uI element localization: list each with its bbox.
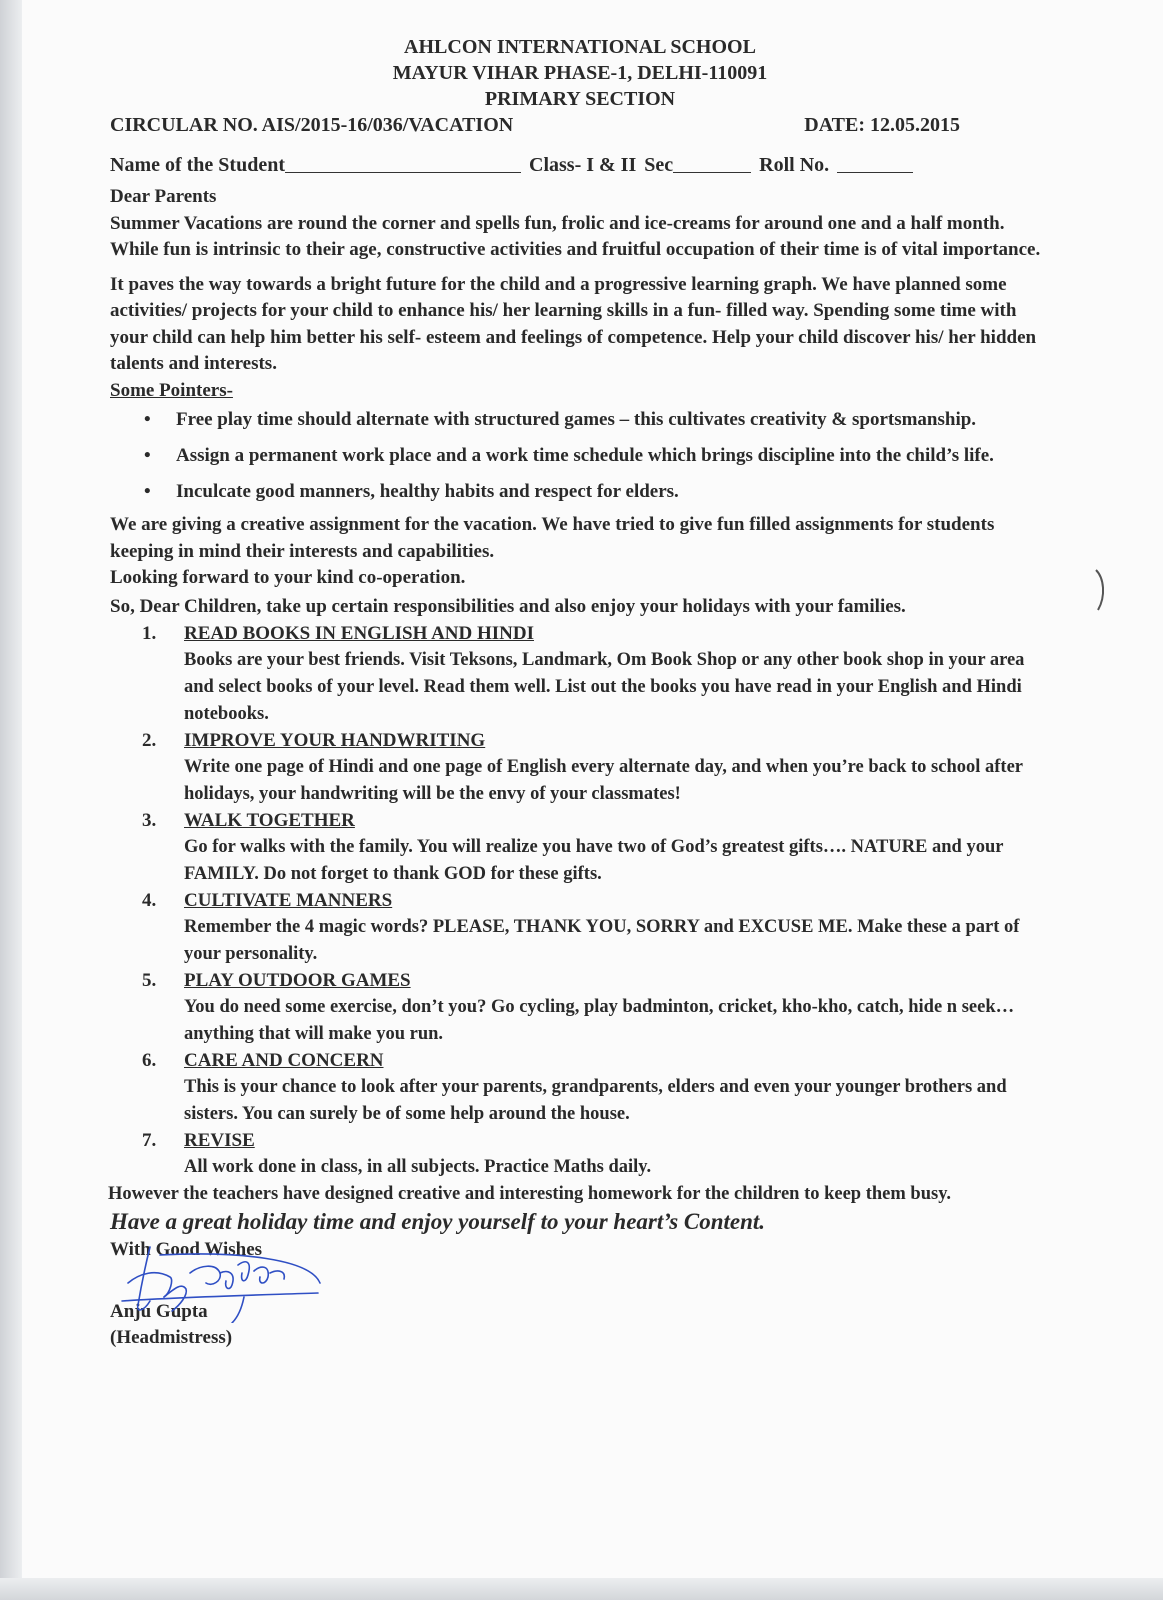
- children-paragraph: So, Dear Children, take up certain responsibilities and also enjoy your holidays with your families.: [110, 595, 906, 617]
- pointer-text: Assign a permanent work place and a work time schedule which brings discipline into the child’s life.: [176, 445, 994, 466]
- section-blank[interactable]: [673, 152, 751, 173]
- scan-edge-left: [0, 0, 22, 1600]
- pointer-text: Inculcate good manners, healthy habits and respect for elders.: [176, 481, 679, 502]
- activity-description: Go for walks with the family. You will realize you have two of God’s greatest gifts…. NATURE and your FAMILY. Do not forget to thank GOD for these gifts.: [184, 836, 1004, 884]
- activity-number: 5.: [142, 969, 157, 991]
- signatory-title: (Headmistress): [110, 1327, 233, 1348]
- activity-number: 2.: [142, 729, 157, 751]
- pointer-item: [144, 440, 1050, 471]
- signatory-name: Anju Gupta: [110, 1301, 208, 1322]
- handwritten-signature: [120, 1243, 340, 1323]
- student-name-label: Name of the Student: [110, 154, 285, 176]
- intro-paragraph: Summer Vacations are round the corner and spells fun, frolic and ice-creams for around one and a half month. While fun is intrinsic to their age, constructive activities and fruitful occupation of their time is of vital importance.: [110, 212, 1041, 260]
- bullet-icon: •: [144, 445, 151, 466]
- circular-date: DATE: 12.05.2015: [804, 114, 960, 136]
- activity-number: 3.: [142, 809, 157, 831]
- circular-document: [110, 34, 1050, 1351]
- activity-number: 4.: [142, 889, 157, 911]
- student-info-row: [110, 152, 1050, 178]
- activity-item: [110, 808, 1050, 888]
- activity-description: Remember the 4 magic words? PLEASE, THANK YOU, SORRY and EXCUSE ME. Make these a part of your personality.: [184, 916, 1020, 964]
- activity-title: REVISE: [184, 1129, 255, 1151]
- pointers-heading: Some Pointers-: [110, 379, 233, 401]
- activity-title: WALK TOGETHER: [184, 809, 355, 831]
- activity-description: All work done in class, in all subjects. Practice Maths daily.: [184, 1156, 652, 1177]
- circular-row: [110, 112, 1050, 138]
- pointer-item: [144, 404, 1050, 435]
- pointer-text: Free play time should alternate with structured games – this cultivates creativity & sportsmanship.: [176, 409, 977, 430]
- homework-note: However the teachers have designed creative and interesting homework for the children to keep them busy.: [108, 1183, 952, 1204]
- roll-number-label: Roll No.: [759, 154, 830, 176]
- closing-line: Have a great holiday time and enjoy yourself to your heart’s Content.: [110, 1209, 766, 1234]
- assignment-paragraph: We are giving a creative assignment for the vacation. We have tried to give fun filled assignments for students keeping in mind their interests and capabilities.: [110, 514, 995, 562]
- school-name: AHLCON INTERNATIONAL SCHOOL: [404, 36, 756, 58]
- activity-number: 6.: [142, 1049, 157, 1071]
- roll-number-blank[interactable]: [837, 152, 913, 173]
- bullet-icon: •: [144, 409, 151, 430]
- activity-title: CULTIVATE MANNERS: [184, 889, 393, 911]
- activity-description: Books are your best friends. Visit Teksons, Landmark, Om Book Shop or any other book shop in your area and select books of your level. Read them well. List out the books you have read in your English and Hindi notebooks.: [184, 649, 1025, 724]
- activity-number: 1.: [142, 622, 157, 644]
- cooperation-line: Looking forward to your kind co-operation.: [110, 567, 466, 588]
- circular-number: CIRCULAR NO. AIS/2015-16/036/VACATION: [110, 114, 514, 136]
- pointers-list: [110, 404, 1050, 507]
- activity-item: [110, 968, 1050, 1048]
- bullet-icon: •: [144, 481, 151, 502]
- activity-item: [110, 1128, 1050, 1181]
- salutation: Dear Parents: [110, 186, 217, 207]
- school-address: MAYUR VIHAR PHASE-1, DELHI-110091: [392, 62, 768, 84]
- activity-item: [110, 728, 1050, 808]
- signature-ink: [122, 1247, 320, 1323]
- activity-description: You do need some exercise, don’t you? Go cycling, play badminton, cricket, kho-kho, catch, hide n seek… anything that will make you run.: [184, 996, 1015, 1044]
- pointer-item: [144, 476, 1050, 507]
- activity-title: IMPROVE YOUR HANDWRITING: [184, 729, 486, 751]
- activity-title: PLAY OUTDOOR GAMES: [184, 969, 411, 991]
- activity-item: [110, 1048, 1050, 1128]
- school-section: PRIMARY SECTION: [484, 88, 676, 110]
- second-paragraph: It paves the way towards a bright future for the child and a progressive learning graph. We have planned some activities/ projects for your child to enhance his/ her learning skills in a fun- filled way. Spending some time with your child can help him better his self- esteem and feelings of competence. Help your child discover his/ her hidden talents and interests.: [110, 273, 1037, 374]
- activity-number: 7.: [142, 1129, 157, 1151]
- scan-mark: [1094, 568, 1108, 612]
- activity-item: [110, 888, 1050, 968]
- activity-title: READ BOOKS IN ENGLISH AND HINDI: [184, 622, 534, 644]
- signature-block: [110, 1237, 1050, 1351]
- student-name-blank[interactable]: [285, 152, 521, 173]
- activity-title: CARE AND CONCERN: [184, 1049, 384, 1071]
- activity-description: This is your chance to look after your parents, grandparents, elders and even your younger brothers and sisters. You can surely be of some help around the house.: [184, 1076, 1007, 1124]
- scan-edge-bottom: [0, 1578, 1163, 1600]
- section-label: Sec: [644, 154, 674, 176]
- class-label: Class- I & II: [529, 154, 637, 176]
- activity-description: Write one page of Hindi and one page of English every alternate day, and when you’re back to school after holidays, your handwriting will be the envy of your classmates!: [184, 756, 1023, 804]
- good-wishes: With Good Wishes: [110, 1239, 263, 1260]
- activity-item: [110, 621, 1050, 728]
